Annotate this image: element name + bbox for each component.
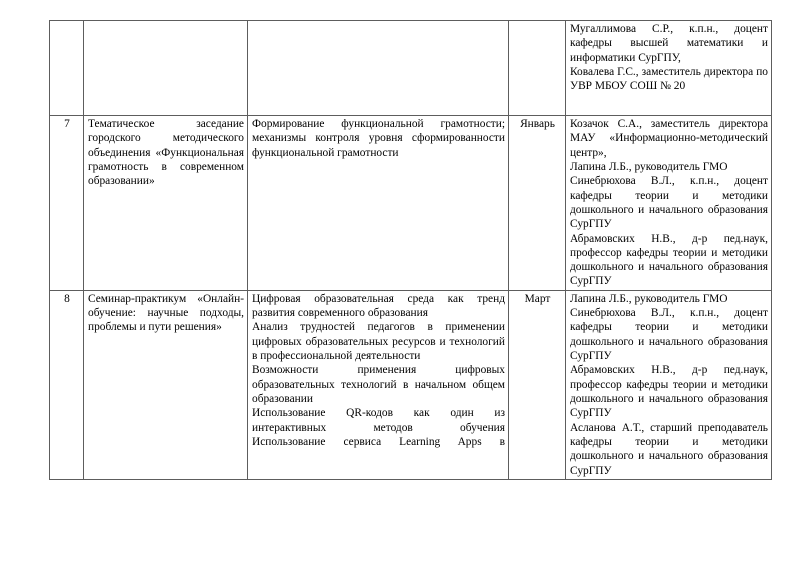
responsible-entry: Ковалева Г.С., заместитель директора по УВР МБОУ СОШ № 20 [570, 65, 768, 93]
topic-item: Использование QR-кодов как один из интерактивных методов обучения [252, 407, 505, 434]
cell-number [50, 21, 84, 116]
cell-number: 8 [50, 290, 84, 479]
table-row [50, 116, 772, 291]
responsible-entry: Синебрюхова В.Л., к.п.н., доцент кафедры теории и методики дошкольного и начального образования СурГПУ [570, 307, 768, 362]
responsible-entry: Козачок С.А., заместитель директора МАУ «Информационно-методический центр», [570, 118, 768, 159]
topic-item: Возможности применения цифровых образовательных технологий в начальном общем образовании [252, 364, 505, 405]
topic-item: Анализ трудностей педагогов в применении цифровых образовательных ресурсов и технологий в профессиональной деятельности [252, 321, 505, 362]
cell-event-name [84, 21, 248, 116]
month-text: Март [524, 292, 551, 305]
cell-event-name [84, 116, 248, 291]
cell-topic [248, 116, 509, 291]
responsible-entry: Абрамовских Н.В., д-р пед.наук, профессор кафедры теории и методики дошкольного и начального образования СурГПУ [570, 232, 768, 288]
responsible-entry: Лапина Л.Б., руководитель ГМО [570, 160, 728, 173]
topic-item: Цифровая образовательная среда как тренд развития современного образования [252, 292, 505, 320]
cell-month [509, 116, 566, 291]
cell-responsible [566, 290, 772, 479]
topic-item: Формирование функциональной грамотности; механизмы контроля уровня сформированности функциональной грамотности [252, 118, 505, 159]
cell-month [509, 290, 566, 479]
responsible-entry: Лапина Л.Б., руководитель ГМО [570, 292, 728, 305]
topic-item: Использование сервиса Learning Apps в [252, 435, 505, 448]
table-row [50, 21, 772, 116]
responsible-entry: Асланова А.Т., старший преподаватель кафедры теории и методики дошкольного и начального образования СурГПУ [570, 421, 768, 477]
cell-number: 7 [50, 116, 84, 291]
month-text: Январь [520, 118, 555, 130]
responsible-entry: Абрамовских Н.В., д-р пед.наук, профессор кафедры теории и методики дошкольного и начального образования СурГПУ [570, 364, 768, 420]
cell-topic [248, 290, 509, 479]
event-name-text: Тематическое заседание городского методического объединения «Функциональная грамотность в современном образовании» [88, 118, 244, 188]
responsible-entry: Синебрюхова В.Л., к.п.н., доцент кафедры теории и методики дошкольного и начального образования СурГПУ [570, 175, 768, 231]
schedule-table [49, 20, 772, 480]
responsible-entry: Мугаллимова С.Р., к.п.н., доцент кафедры высшей математики и информатики СурГПУ, [570, 23, 768, 64]
table-row [50, 290, 772, 479]
cell-event-name [84, 290, 248, 479]
cell-month [509, 21, 566, 116]
cell-topic [248, 21, 509, 116]
event-name-text: Семинар-практикум «Онлайн-обучение: научные подходы, проблемы и пути решения» [88, 292, 244, 334]
cell-responsible [566, 116, 772, 291]
cell-responsible [566, 21, 772, 116]
